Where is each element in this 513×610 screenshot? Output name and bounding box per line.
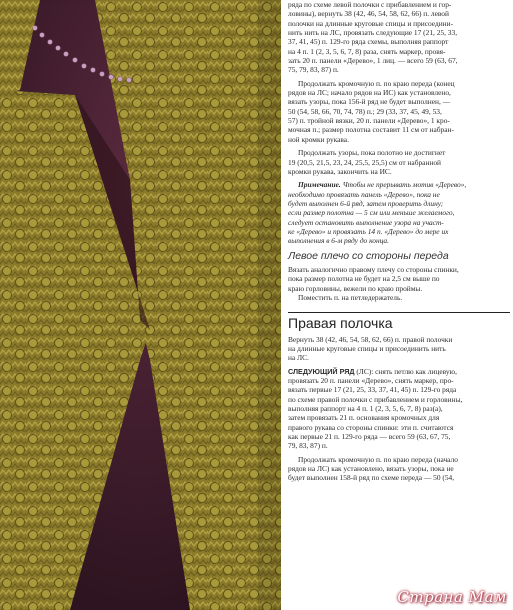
paragraph-continue-patterns	[288, 148, 510, 176]
text-line: вязать узоры, пока 156-й ряд не будет выполнен, —	[288, 97, 451, 107]
section-heading-right-front: Правая полочка	[288, 315, 393, 332]
section-divider	[288, 312, 510, 313]
paragraph-right-front-return	[288, 335, 510, 363]
text-line: полочки на длинные круговые спицы и присоедини-	[288, 18, 454, 28]
text-line: по схеме правой полочки с прибавлением и горловины,	[288, 394, 463, 404]
text-line: мочная п.; размер полотна составит 11 см от набран-	[288, 125, 454, 135]
text-line: Вязать аналогично правому плечу со стороны спинки,	[288, 264, 459, 274]
text-line: пока размер полотна не будет на 2,5 см выше по	[288, 274, 440, 284]
text-line: ряда по схеме левой полочки с прибавлением и гор-	[288, 0, 452, 9]
text-line: если размер полотна — 5 см или меньше желаемого,	[288, 208, 455, 218]
text-line: будет выполнен 6-й ряд, затем проверить длину;	[288, 198, 444, 208]
text-line: кромки рукава, закончить на ИС.	[288, 166, 392, 176]
text-line: Вернуть 38 (42, 46, 54, 58, 62, 66) п. правой полочки	[288, 334, 453, 344]
text-line: рядов на ЛС; начало рядов на ИС) как установлено,	[288, 88, 451, 98]
text-line: Поместить п. на петледержатель.	[298, 292, 403, 302]
text-line: 37, 41, 45) п. 129-го ряда схемы, выполняя раппорт	[288, 37, 449, 47]
text-line: необходимо провязать панель «Дерево», пока не	[288, 189, 440, 199]
text-line: Продолжать кромочную п. по краю переда (конец	[298, 78, 455, 88]
text-line: выполнения в 6-м ряду до конца.	[288, 236, 389, 246]
text-line: 57) п. тройной вязки, 20 п. панели «Дерево», 1 кро-	[288, 116, 450, 126]
site-watermark: Страна Мам	[397, 588, 507, 606]
text-line: ловины), вернуть 38 (42, 46, 54, 58, 62, 66) п. левой	[288, 9, 449, 19]
paragraph-next-row	[288, 367, 510, 451]
text-line: будет выполнен 158-й ряд по схеме переда — 50 (54,	[288, 473, 455, 483]
text-line: как первые 21 п. 129-го ряда — всего 59 (63, 67, 75,	[288, 432, 451, 442]
text-line: выполняя раппорт на 4 п. 1 (2, 3, 5, 6, 7, 8) раз(а),	[288, 404, 443, 414]
text-line: ке «Дерево» и провязать 14 п. «Дерево» до мере их	[288, 226, 449, 236]
paragraph-edge-stitch	[288, 79, 510, 144]
subheading-left-shoulder: Левое плечо со стороны переда	[288, 249, 449, 262]
text-line: 79, 83, 87) п.	[288, 441, 328, 451]
text-line: краю горловины, вежели по краю проймы.	[288, 283, 423, 293]
text-line: следует остановить выполнение узора на участ-	[288, 217, 444, 227]
text-line: Продолжать кромочную п. по краю переда (начало	[298, 454, 458, 464]
text-line: вязать первые 17 (21, 25, 33, 37, 41, 45) п. 129-го ряда	[288, 385, 457, 395]
text-line: Чтобы не прерывать мотив «Дерево»,	[340, 180, 467, 190]
text-line: (ЛС): снять петлю как лицевую,	[354, 366, 457, 376]
note-label: Примечание.	[298, 180, 341, 190]
text-line: затем провязать 21 п. основания кромочных для	[288, 413, 440, 423]
paragraph-left-shoulder	[288, 265, 510, 302]
text-line: зать 20 п. панели «Дерево», 1 лиц. — всего 59 (63, 67,	[288, 56, 458, 66]
text-line: нить нить на ЛС, провязать следующие 17 (21, 25, 33,	[288, 28, 458, 38]
text-line: рядов на ЛС) как установлено, вязать узоры, пока не	[288, 464, 454, 474]
paragraph-left-front-end	[288, 0, 510, 75]
text-line: на длинные круговые спицы и присоединить нить	[288, 344, 446, 353]
next-row-label: СЛЕДУЮЩИЙ РЯД	[288, 366, 355, 376]
text-line: 75, 79, 83, 87) п.	[288, 65, 339, 75]
note-paragraph	[288, 180, 510, 245]
text-line: 50 (54, 58, 66, 70, 74, 78) п.; 29 (33, 37, 45, 49, 53,	[288, 106, 442, 116]
text-line: правого рукава со стороны спинки: эти п. считаются	[288, 422, 454, 432]
text-line: на 4 п. 1 (2, 3, 5, 6, 7, 8) раза, снять маркер, провя-	[288, 46, 446, 56]
text-line: Продолжать узоры, пока полотно не достигнет	[298, 148, 446, 158]
text-line: провязать 20 п. панели «Дерево», снять маркер, про-	[288, 376, 454, 386]
paragraph-right-edge-stitch	[288, 455, 510, 483]
text-line: на ЛС.	[288, 353, 309, 363]
text-line: 19 (20,5, 21,5, 23, 24, 25,5, 25,5) см от набранной	[288, 157, 442, 167]
instructions-text	[288, 0, 510, 483]
text-line: ной кромки рукава.	[288, 134, 349, 144]
